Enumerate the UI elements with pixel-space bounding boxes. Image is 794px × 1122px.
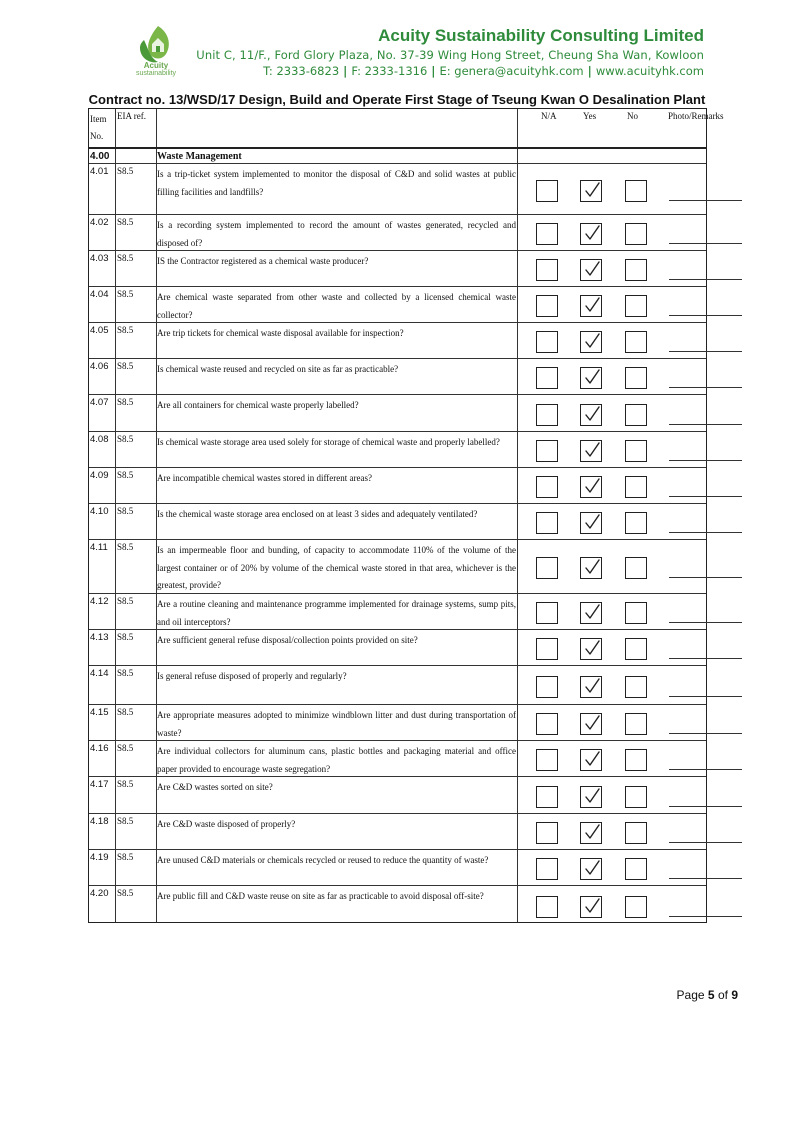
question-text: Are trip tickets for chemical waste disposal available for inspection? bbox=[157, 328, 404, 338]
company-email: E: genera@acuityhk.com bbox=[439, 64, 584, 78]
company-fax: F: 2333-1316 bbox=[351, 64, 428, 78]
checkbox-na[interactable] bbox=[536, 749, 558, 771]
checkbox-na[interactable] bbox=[536, 259, 558, 281]
checkbox-no[interactable] bbox=[625, 786, 647, 808]
checkbox-na[interactable] bbox=[536, 858, 558, 880]
item-number: 4.02 bbox=[90, 217, 109, 228]
checkbox-yes[interactable] bbox=[580, 180, 602, 202]
item-number: 4.01 bbox=[90, 166, 109, 177]
question-text: Is a trip-ticket system implemented to monitor the disposal of C&D and solid wastes at public filling facilities and landfills? bbox=[157, 169, 516, 197]
item-number: 4.18 bbox=[90, 816, 109, 827]
checkbox-yes[interactable] bbox=[580, 602, 602, 624]
checkbox-yes[interactable] bbox=[580, 638, 602, 660]
remarks-line[interactable] bbox=[669, 622, 742, 623]
checkbox-na[interactable] bbox=[536, 295, 558, 317]
checkbox-na[interactable] bbox=[536, 512, 558, 534]
header-yes: Yes bbox=[583, 111, 597, 121]
header-remarks: Photo/Remarks bbox=[668, 111, 724, 121]
checkbox-yes[interactable] bbox=[580, 822, 602, 844]
item-number: 4.14 bbox=[90, 668, 109, 679]
eia-ref: S8.5 bbox=[117, 361, 134, 371]
question-text: Is general refuse disposed of properly and regularly? bbox=[157, 671, 347, 681]
remarks-line[interactable] bbox=[669, 916, 742, 917]
eia-ref: S8.5 bbox=[117, 166, 134, 176]
table-row bbox=[89, 849, 706, 886]
item-number: 4.12 bbox=[90, 596, 109, 607]
checkbox-na[interactable] bbox=[536, 180, 558, 202]
checkbox-no[interactable] bbox=[625, 713, 647, 735]
table-row bbox=[89, 322, 706, 359]
checkbox-yes[interactable] bbox=[580, 367, 602, 389]
remarks-line[interactable] bbox=[669, 496, 742, 497]
item-number: 4.17 bbox=[90, 779, 109, 790]
table-row bbox=[89, 214, 706, 251]
checkmark-icon bbox=[583, 224, 601, 242]
question-text: Are incompatible chemical wastes stored in different areas? bbox=[157, 473, 372, 483]
table-row bbox=[89, 250, 706, 287]
remarks-line[interactable] bbox=[669, 878, 742, 879]
item-number: 4.11 bbox=[90, 542, 108, 553]
checkmark-icon bbox=[583, 823, 601, 841]
eia-ref: S8.5 bbox=[117, 707, 134, 717]
company-contact: T: 2333-6823 | F: 2333-1316 | E: genera@acuityhk.com | www.acuityhk.com bbox=[263, 64, 704, 78]
checkbox-yes[interactable] bbox=[580, 259, 602, 281]
eia-ref: S8.5 bbox=[117, 816, 134, 826]
checkbox-no[interactable] bbox=[625, 180, 647, 202]
item-number: 4.06 bbox=[90, 361, 109, 372]
eia-ref: S8.5 bbox=[117, 632, 134, 642]
checkbox-yes[interactable] bbox=[580, 858, 602, 880]
checkbox-na[interactable] bbox=[536, 331, 558, 353]
item-number: 4.19 bbox=[90, 852, 109, 863]
checkbox-na[interactable] bbox=[536, 822, 558, 844]
remarks-line[interactable] bbox=[669, 315, 742, 316]
checkbox-yes[interactable] bbox=[580, 404, 602, 426]
checkmark-icon bbox=[583, 260, 601, 278]
table-row bbox=[89, 358, 706, 395]
checkmark-icon bbox=[583, 714, 601, 732]
question-text: Is an impermeable floor and bunding, of capacity to accommodate 110% of the volume of the largest container or of 20% by volume of the chemical waste stored in that area, whichever is the greatest, provide? bbox=[157, 545, 516, 590]
checkmark-icon bbox=[583, 477, 601, 495]
item-number: 4.05 bbox=[90, 325, 109, 336]
checkbox-no[interactable] bbox=[625, 223, 647, 245]
checkmark-icon bbox=[583, 639, 601, 657]
eia-ref: S8.5 bbox=[117, 779, 134, 789]
checkmark-icon bbox=[583, 332, 601, 350]
checkbox-no[interactable] bbox=[625, 822, 647, 844]
eia-ref: S8.5 bbox=[117, 397, 134, 407]
eia-ref: S8.5 bbox=[117, 743, 134, 753]
question-text: Is chemical waste reused and recycled on site as far as practicable? bbox=[157, 364, 399, 374]
checkbox-na[interactable] bbox=[536, 404, 558, 426]
checkmark-icon bbox=[583, 603, 601, 621]
question-text: Are unused C&D materials or chemicals recycled or reused to reduce the quantity of waste? bbox=[157, 855, 489, 865]
table-row bbox=[89, 286, 706, 323]
item-number: 4.08 bbox=[90, 434, 109, 445]
contract-title: Contract no. 13/WSD/17 Design, Build and Operate First Stage of Tseung Kwan O Desalination Plant bbox=[88, 92, 706, 107]
checkbox-no[interactable] bbox=[625, 295, 647, 317]
remarks-line[interactable] bbox=[669, 577, 742, 578]
checkbox-yes[interactable] bbox=[580, 786, 602, 808]
checkbox-na[interactable] bbox=[536, 676, 558, 698]
question-text: Are C&D waste disposed of properly? bbox=[157, 819, 296, 829]
checkbox-no[interactable] bbox=[625, 259, 647, 281]
table-row bbox=[89, 503, 706, 540]
checkbox-yes[interactable] bbox=[580, 896, 602, 918]
question-text: IS the Contractor registered as a chemical waste producer? bbox=[157, 256, 369, 266]
checkmark-icon bbox=[583, 296, 601, 314]
checkmark-icon bbox=[583, 513, 601, 531]
checkbox-no[interactable] bbox=[625, 749, 647, 771]
checkbox-yes[interactable] bbox=[580, 676, 602, 698]
question-text: Are all containers for chemical waste properly labelled? bbox=[157, 400, 359, 410]
remarks-line[interactable] bbox=[669, 769, 742, 770]
table-row bbox=[89, 163, 706, 215]
eia-ref: S8.5 bbox=[117, 506, 134, 516]
question-text: Are public fill and C&D waste reuse on site as far as practicable to avoid disposal off-site? bbox=[157, 891, 484, 901]
section-title: Waste Management bbox=[157, 151, 242, 162]
checkbox-no[interactable] bbox=[625, 557, 647, 579]
checklist-table bbox=[88, 108, 724, 923]
eia-ref: S8.5 bbox=[117, 434, 134, 444]
item-number: 4.13 bbox=[90, 632, 109, 643]
table-row bbox=[89, 539, 706, 594]
checkbox-na[interactable] bbox=[536, 786, 558, 808]
checkbox-yes[interactable] bbox=[580, 331, 602, 353]
remarks-line[interactable] bbox=[669, 279, 742, 280]
checkbox-yes[interactable] bbox=[580, 512, 602, 534]
question-text: Are appropriate measures adopted to minimize windblown litter and dust during transportation of waste? bbox=[157, 710, 516, 738]
checkmark-icon bbox=[583, 787, 601, 805]
eia-ref: S8.5 bbox=[117, 852, 134, 862]
remarks-line[interactable] bbox=[669, 243, 742, 244]
eia-ref: S8.5 bbox=[117, 888, 134, 898]
remarks-line[interactable] bbox=[669, 842, 742, 843]
eia-ref: S8.5 bbox=[117, 596, 134, 606]
checkmark-icon bbox=[583, 405, 601, 423]
eia-ref: S8.5 bbox=[117, 289, 134, 299]
checkbox-yes[interactable] bbox=[580, 440, 602, 462]
eia-ref: S8.5 bbox=[117, 668, 134, 678]
eia-ref: S8.5 bbox=[117, 470, 134, 480]
question-text: Are a routine cleaning and maintenance programme implemented for drainage systems, sump pits, and oil interceptors? bbox=[157, 599, 516, 627]
company-web: www.acuityhk.com bbox=[595, 64, 704, 78]
checkbox-yes[interactable] bbox=[580, 713, 602, 735]
eia-ref: S8.5 bbox=[117, 325, 134, 335]
remarks-line[interactable] bbox=[669, 696, 742, 697]
checkbox-no[interactable] bbox=[625, 440, 647, 462]
remarks-line[interactable] bbox=[669, 733, 742, 734]
checkbox-na[interactable] bbox=[536, 367, 558, 389]
table-row bbox=[89, 704, 706, 741]
eia-ref: S8.5 bbox=[117, 542, 134, 552]
checkmark-icon bbox=[583, 750, 601, 768]
checkbox-no[interactable] bbox=[625, 896, 647, 918]
table-row bbox=[89, 885, 706, 925]
company-address: Unit C, 11/F., Ford Glory Plaza, No. 37-39 Wing Hong Street, Cheung Sha Wan, Kowloon bbox=[196, 48, 704, 62]
eia-ref: S8.5 bbox=[117, 217, 134, 227]
checkbox-yes[interactable] bbox=[580, 557, 602, 579]
remarks-line[interactable] bbox=[669, 351, 742, 352]
checkbox-no[interactable] bbox=[625, 331, 647, 353]
checkmark-icon bbox=[583, 859, 601, 877]
table-row bbox=[89, 431, 706, 468]
question-text: Is chemical waste storage area used solely for storage of chemical waste and properly labelled? bbox=[157, 437, 500, 447]
checkmark-icon bbox=[583, 897, 601, 915]
checkbox-yes[interactable] bbox=[580, 749, 602, 771]
table-row bbox=[89, 629, 706, 666]
header-item: Item No. bbox=[90, 114, 107, 141]
checkbox-no[interactable] bbox=[625, 476, 647, 498]
checkbox-na[interactable] bbox=[536, 476, 558, 498]
checkmark-icon bbox=[583, 677, 601, 695]
question-text: Are C&D wastes sorted on site? bbox=[157, 782, 273, 792]
logo-caption: Acuity sustainability bbox=[135, 61, 177, 77]
checkbox-na[interactable] bbox=[536, 557, 558, 579]
table-row bbox=[89, 740, 706, 777]
checkbox-yes[interactable] bbox=[580, 223, 602, 245]
question-text: Are chemical waste separated from other waste and collected by a licensed chemical waste collector? bbox=[157, 292, 516, 320]
checkbox-no[interactable] bbox=[625, 602, 647, 624]
remarks-line[interactable] bbox=[669, 806, 742, 807]
table-row bbox=[89, 593, 706, 630]
header-eia: EIA ref. bbox=[117, 111, 146, 121]
remarks-line[interactable] bbox=[669, 387, 742, 388]
checkbox-no[interactable] bbox=[625, 404, 647, 426]
checkmark-icon bbox=[583, 368, 601, 386]
remarks-line[interactable] bbox=[669, 424, 742, 425]
table-row bbox=[89, 394, 706, 432]
item-number: 4.07 bbox=[90, 397, 109, 408]
checkmark-icon bbox=[583, 558, 601, 576]
checkbox-no[interactable] bbox=[625, 676, 647, 698]
section-number: 4.00 bbox=[90, 151, 110, 162]
checkbox-na[interactable] bbox=[536, 440, 558, 462]
checkmark-icon bbox=[583, 181, 601, 199]
header-na: N/A bbox=[541, 111, 557, 121]
company-tel: T: 2333-6823 bbox=[263, 64, 340, 78]
checkbox-na[interactable] bbox=[536, 713, 558, 735]
item-number: 4.03 bbox=[90, 253, 109, 264]
eia-ref: S8.5 bbox=[117, 253, 134, 263]
checkbox-na[interactable] bbox=[536, 602, 558, 624]
item-number: 4.15 bbox=[90, 707, 109, 718]
checkbox-no[interactable] bbox=[625, 512, 647, 534]
header-no: No bbox=[627, 111, 638, 121]
table-row bbox=[89, 665, 706, 705]
checkmark-icon bbox=[583, 441, 601, 459]
item-number: 4.09 bbox=[90, 470, 109, 481]
remarks-line[interactable] bbox=[669, 658, 742, 659]
checkbox-na[interactable] bbox=[536, 638, 558, 660]
remarks-line[interactable] bbox=[669, 532, 742, 533]
checkbox-no[interactable] bbox=[625, 367, 647, 389]
checkbox-yes[interactable] bbox=[580, 476, 602, 498]
remarks-line[interactable] bbox=[669, 460, 742, 461]
remarks-line[interactable] bbox=[669, 200, 742, 201]
table-row bbox=[89, 776, 706, 814]
item-number: 4.10 bbox=[90, 506, 109, 517]
question-text: Are sufficient general refuse disposal/collection points provided on site? bbox=[157, 635, 418, 645]
company-name: Acuity Sustainability Consulting Limited bbox=[378, 26, 704, 45]
page-number: Page 5 of 9 bbox=[676, 988, 738, 1002]
item-number: 4.04 bbox=[90, 289, 109, 300]
item-number: 4.20 bbox=[90, 888, 109, 899]
item-number: 4.16 bbox=[90, 743, 109, 754]
question-text: Is the chemical waste storage area enclosed on at least 3 sides and adequately ventilated? bbox=[157, 509, 478, 519]
checkbox-na[interactable] bbox=[536, 896, 558, 918]
question-text: Is a recording system implemented to record the amount of wastes generated, recycled and disposed of? bbox=[157, 220, 516, 248]
checkbox-no[interactable] bbox=[625, 638, 647, 660]
checkbox-na[interactable] bbox=[536, 223, 558, 245]
checkbox-yes[interactable] bbox=[580, 295, 602, 317]
question-text: Are individual collectors for aluminum cans, plastic bottles and packaging material and office paper provided to encourage waste segregation? bbox=[157, 746, 516, 774]
checkbox-no[interactable] bbox=[625, 858, 647, 880]
table-row bbox=[89, 813, 706, 850]
table-row bbox=[89, 467, 706, 504]
